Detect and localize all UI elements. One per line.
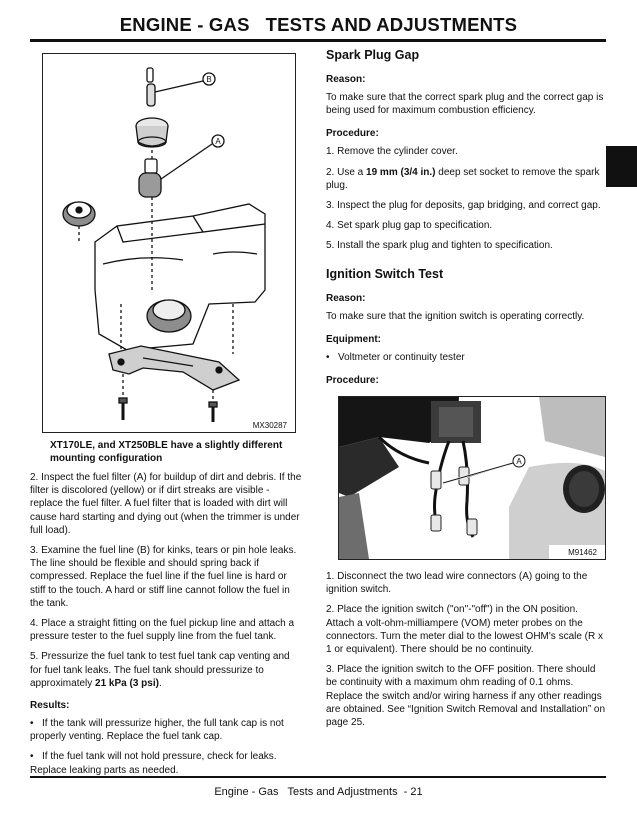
spark-step-5: 5. Install the spark plug and tighten to specification.	[326, 240, 553, 252]
equipment-1-text: Voltmeter or continuity tester	[338, 351, 465, 363]
step-3-text: 3. Examine the fuel line (B) for kinks, tears or pin hole leaks. The line should be flexible and should spring back if compressed. Replace the fuel line if the fuel line is hard or stiff to the touch. A hard or stiff line cannot follow the fuel in the tank.	[30, 545, 297, 609]
fuel-tank-illustration	[43, 54, 295, 432]
result-2-text: If the fuel tank will not hold pressure, check for leaks. Replace leaking parts as needed.	[30, 751, 277, 776]
bullet-glyph: •	[326, 351, 330, 363]
step-5-text-b: .	[158, 677, 162, 689]
spark-plug-gap-title: Spark Plug Gap	[326, 48, 420, 62]
footer-rule	[30, 776, 606, 778]
spark-procedure-heading: Procedure:	[326, 128, 379, 140]
results-heading: Results:	[30, 700, 70, 712]
page-title: ENGINE - GAS TESTS AND ADJUSTMENTS	[119, 14, 518, 35]
spark-step-2-a: 2. Use a	[326, 166, 367, 178]
spark-step-1: 1. Remove the cylinder cover.	[326, 146, 458, 158]
callout-a-label: A	[215, 137, 221, 146]
spark-reason-heading: Reason:	[326, 74, 366, 85]
figure-code: MX30287	[252, 421, 287, 430]
step-2-text: 2. Inspect the fuel filter (A) for buildup of dirt and debris. If the filter is discolored (yellow) or if dirt streaks are visible - replace the fuel filter. A fuel filter that is loaded with dirt will cause hard starting and dying out (when the trimmer is under full load).	[30, 472, 302, 536]
section-thumb-tab	[606, 146, 637, 187]
header-rule	[30, 39, 606, 42]
ignition-step-1: 1. Disconnect the two lead wire connectors (A) going to the ignition switch.	[326, 571, 588, 596]
fuel-system-exploded-figure	[42, 53, 296, 433]
ignition-connector-photo	[338, 396, 606, 560]
ignition-switch-test-title: Ignition Switch Test	[326, 266, 444, 281]
step-5-text-a: 5. Pressurize the fuel tank to test fuel tank cap venting and for fuel tank leaks. The fuel tank should pressurize to approximately	[30, 651, 290, 689]
callout-a-label: A	[516, 457, 522, 467]
spark-socket-size: 19 mm (3/4 in.)	[366, 166, 436, 178]
result-1-text: If the tank will pressurize higher, the full tank cap is not properly venting. Replace the fuel tank cap.	[30, 718, 284, 743]
equipment-heading: Equipment:	[326, 333, 381, 345]
bullet-glyph: •	[30, 751, 34, 763]
right-column	[326, 46, 606, 736]
callout-b-label: B	[206, 75, 212, 84]
ignition-reason-heading: Reason:	[326, 292, 366, 304]
equipment-bullet-1	[326, 351, 606, 364]
ignition-step-3: 3. Place the ignition switch to the OFF position. There should be continuity with a maximum ohm reading of 0.1 ohms. Replace the switch and/or wiring harness if any other readings are obtained. See “Ignition Switch Removal and Installation” on page 25.	[326, 664, 606, 729]
spark-step-3: 3. Inspect the plug for deposits, gap bridging, and correct gap.	[326, 200, 601, 212]
ignition-procedure-heading: Procedure:	[326, 375, 379, 387]
ignition-reason-text: To make sure that the ignition switch is operating correctly.	[326, 310, 585, 322]
bullet-glyph: •	[30, 718, 34, 730]
figure-caption: XT170LE, and XT250BLE have a slightly different mounting configuration	[50, 440, 283, 464]
spark-step-4: 4. Set spark plug gap to specification.	[326, 220, 493, 232]
ignition-step-2: 2. Place the ignition switch ("on"-"off") in the ON position. Attach a volt-ohm-milliampere (VOM) meter probes on the connectors. Turn the meter dial to the lowest OHM's scale (R x 1 or equivalent). There should be no continuity.	[326, 604, 604, 656]
page-footer: Engine - Gas Tests and Adjustments - 21	[214, 786, 423, 798]
spark-step-2-b: deep set socket to remove the spark plug.	[326, 166, 600, 191]
spark-step-2	[326, 166, 606, 192]
result-bullet-2	[30, 750, 304, 776]
left-column	[30, 46, 304, 784]
figure-code: M91462	[568, 548, 597, 558]
step-5-pressure-value: 21 kPa (3 psi)	[95, 677, 159, 689]
result-bullet-1	[30, 717, 304, 743]
step-5-text	[30, 650, 304, 690]
step-4-text: 4. Place a straight fitting on the fuel pickup line and attach a pressure tester to the fuel supply line from the fuel tank.	[30, 618, 295, 643]
spark-reason-text: To make sure that the correct spark plug and the correct gap is being used for maximum combustion efficiency.	[326, 92, 604, 117]
ignition-wiring-illustration	[339, 397, 605, 559]
